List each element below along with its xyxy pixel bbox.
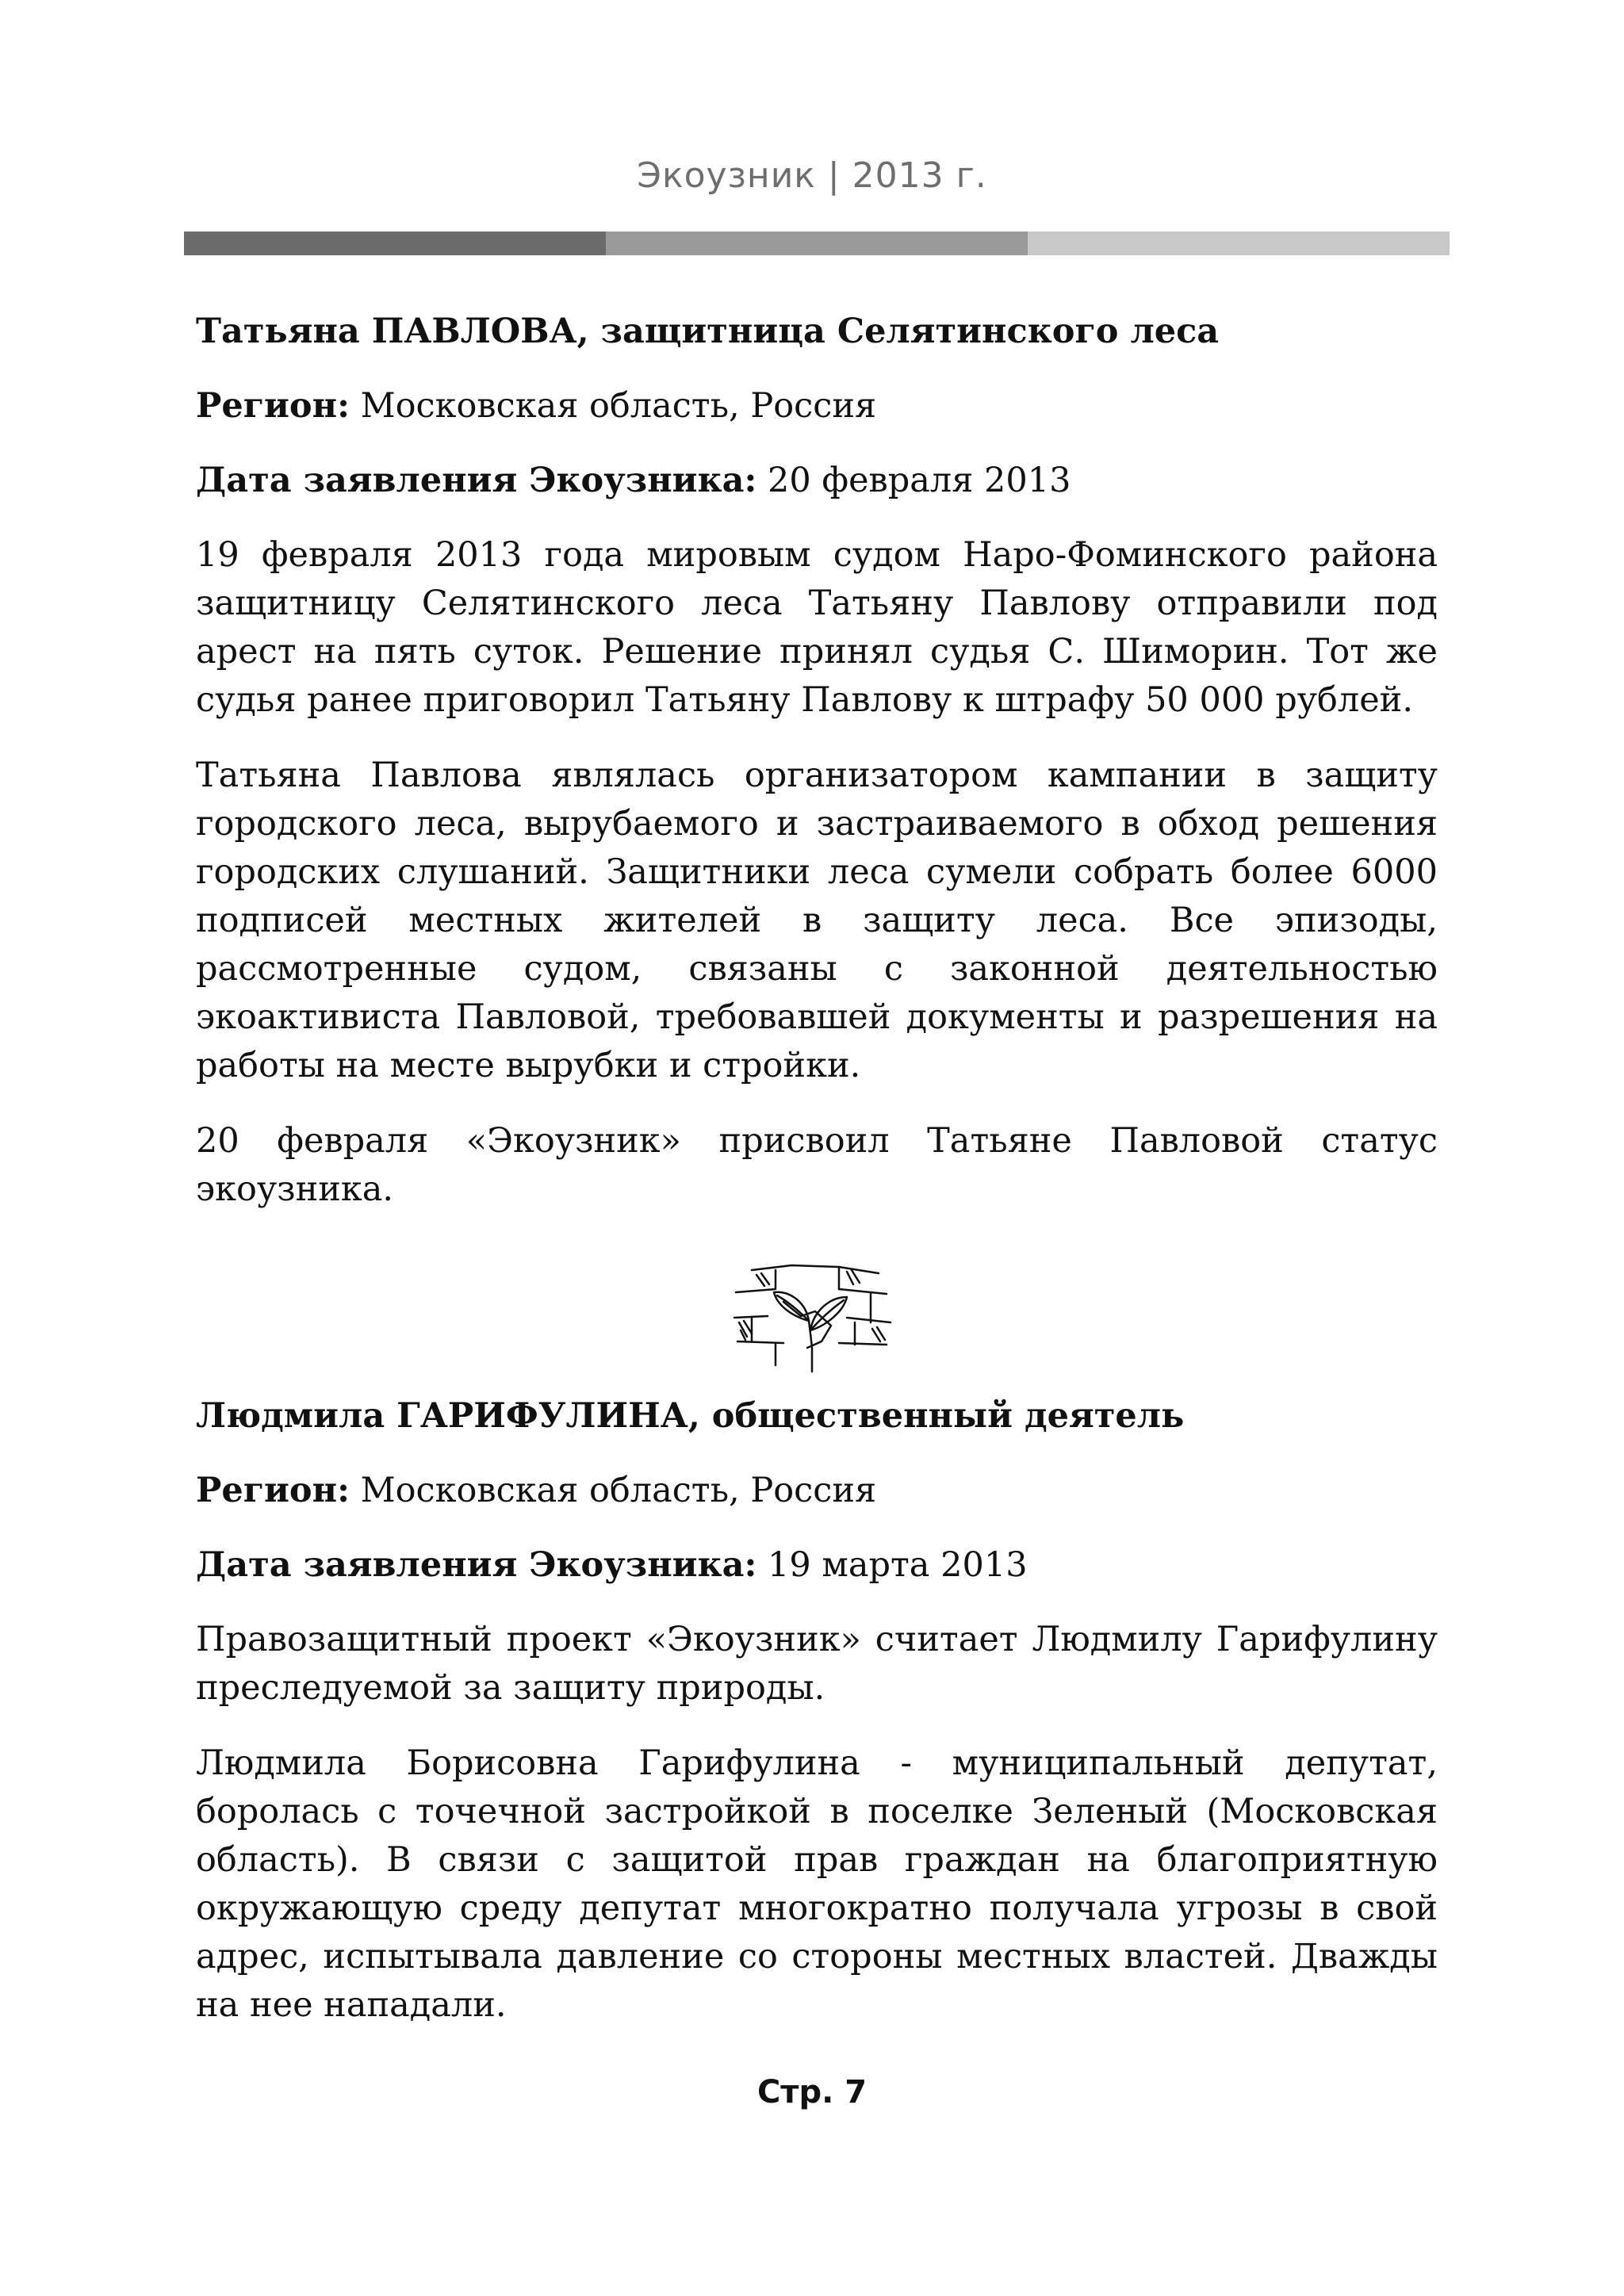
header-divider-bar [184, 232, 1450, 255]
entry-heading: Людмила ГАРИФУЛИНА, общественный деятель [196, 1396, 1185, 1436]
entry-paragraph: 19 февраля 2013 года мировым судом Наро-Фоминского района защитницу Селятинского леса Татьяну Павлову отправили под арест на пять суток. Решение принял судья С. Шиморин. Тот же судья ранее приговорил Татьяну Павлову к штрафу 50 000 рублей. [196, 535, 1438, 720]
entry-paragraph: 20 февраля «Экоузник» присвоил Татьяне Павловой статус экоузника. [196, 1121, 1438, 1209]
entry-heading: Татьяна ПАВЛОВА, защитница Селятинского леса [196, 312, 1220, 351]
running-header: Экоузник | 2013 г. [637, 155, 987, 196]
page-number: Стр. 7 [756, 2074, 868, 2110]
entry-date [196, 1541, 1438, 1589]
header-bar-segment-mid [606, 232, 1028, 255]
entry-date [196, 457, 1438, 504]
section-divider [0, 1254, 1624, 1373]
date-value: 19 марта 2013 [756, 1545, 1028, 1585]
region-value: Московская область, Россия [349, 1471, 877, 1510]
entry-paragraph: Татьяна Павлова являлась организатором кампании в защиту городского леса, вырубаемого и застраиваемого в обход решения городских слушаний. Защитники леса сумели собрать более 6000 подписей местных жителей в защиту леса. Все эпизоды, рассмотренные судом, связаны с законной деятельностью экоактивиста Павловой, требовавшей документы и разрешения на работы на месте вырубки и стройки. [196, 756, 1438, 1085]
entry-paragraph: Людмила Борисовна Гарифулина - муниципальный депутат, боролась с точечной застройкой в поселке Зеленый (Московская область). В связи с защитой прав граждан на благоприятную окружающую среду депутат многократно получала угрозы в свой адрес, испытывала давление со стороны местных властей. Дважды на нее нападали. [196, 1743, 1438, 2025]
entry-region [196, 382, 1438, 430]
date-label: Дата заявления Экоузника: [196, 461, 757, 500]
header-bar-segment-dark [184, 232, 606, 255]
header-bar-segment-light [1028, 232, 1450, 255]
region-value: Московская область, Россия [349, 386, 877, 426]
entry-pavlova [196, 308, 1438, 1241]
region-label: Регион: [196, 1471, 350, 1510]
entry-region [196, 1467, 1438, 1514]
sprout-in-brick-wall-icon [728, 1254, 896, 1373]
entry-garifulina [196, 1392, 1438, 2057]
region-label: Регион: [196, 386, 350, 426]
date-label: Дата заявления Экоузника: [196, 1545, 757, 1585]
entry-paragraph: Правозащитный проект «Экоузник» считает Людмилу Гарифулину преследуемой за защиту природы. [196, 1620, 1438, 1708]
date-value: 20 февраля 2013 [756, 461, 1071, 500]
